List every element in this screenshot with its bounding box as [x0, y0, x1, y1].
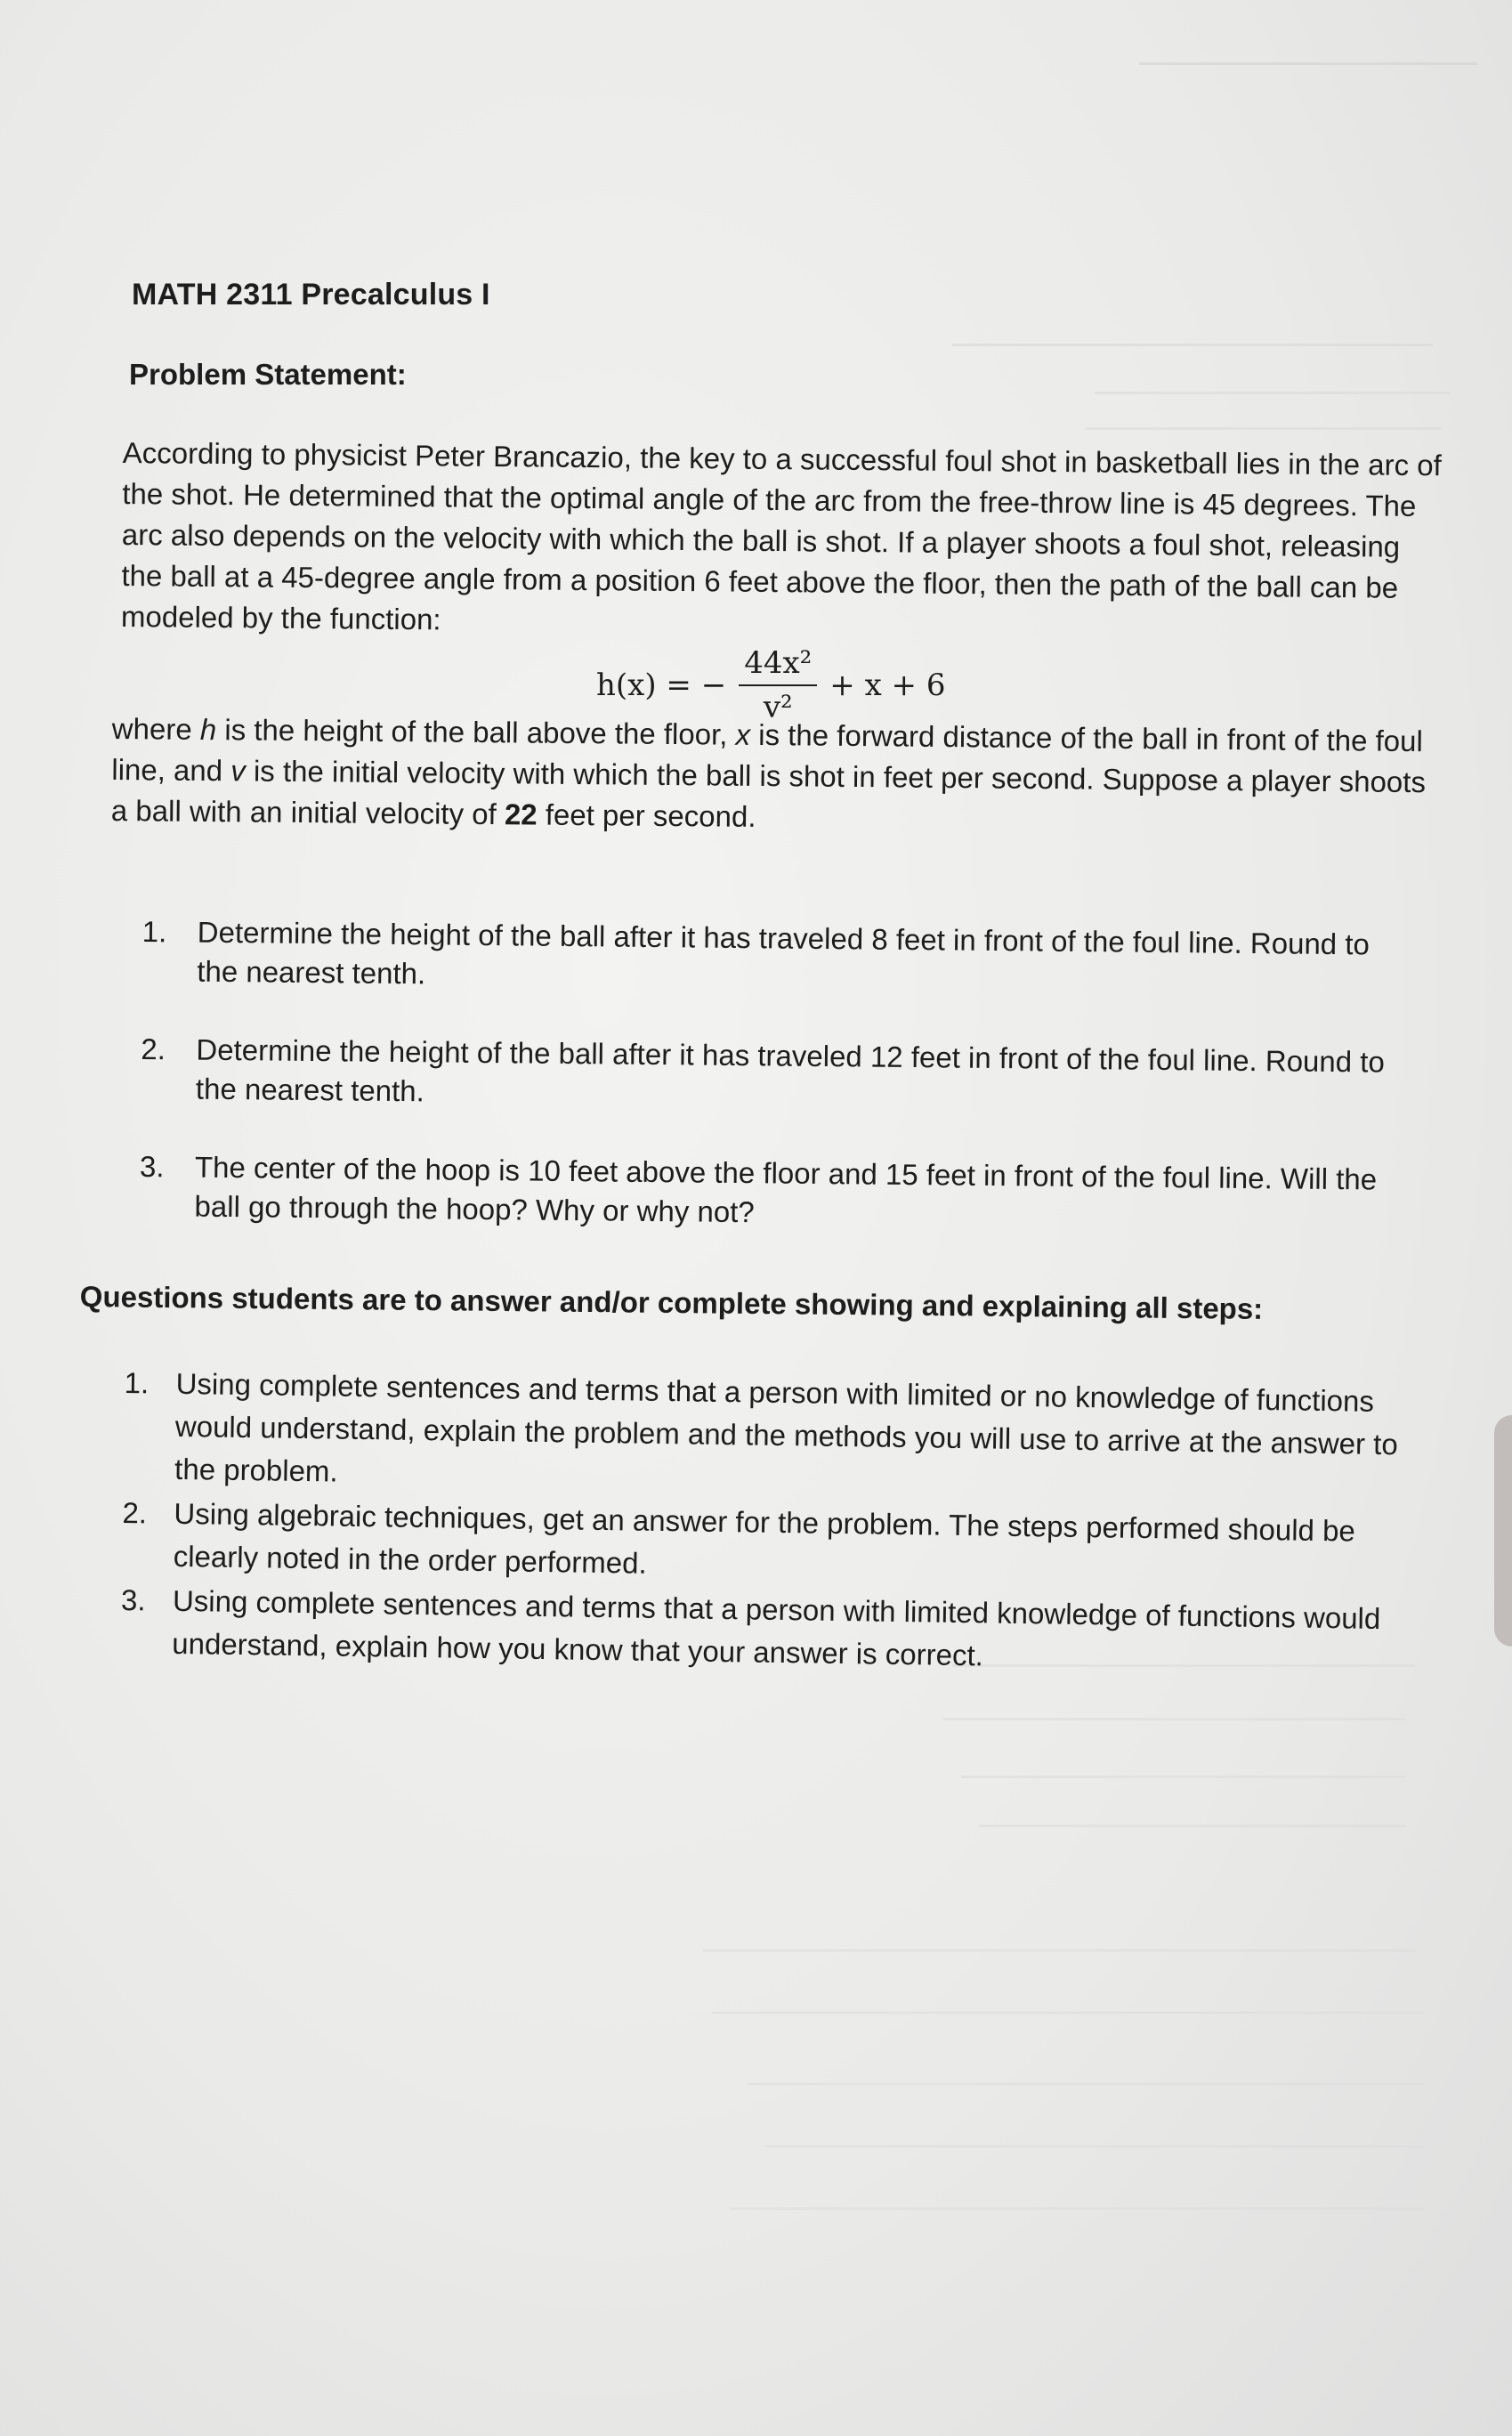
- formula-numerator: 44x²: [739, 645, 817, 686]
- formula-fraction: [739, 645, 817, 725]
- bleed-through-mark: [748, 2056, 1424, 2085]
- bleed-through-mark: [943, 1691, 1406, 1720]
- course-title: MATH 2311 Precalculus I: [132, 278, 490, 312]
- bleed-through-mark: [1086, 401, 1442, 430]
- definition-text-2: is the forward distance of the ball in front of the foul line, and: [111, 717, 1423, 788]
- initial-velocity-value: 22: [504, 797, 538, 831]
- bleed-through-mark: [979, 1798, 1406, 1827]
- variable-v: v: [230, 754, 246, 788]
- definition-text-3: is the initial velocity with which the ball is shot in feet per second. Suppose a player shoots a ball with an initial velocity of: [110, 754, 1427, 831]
- problem-number: 1.: [141, 914, 167, 949]
- formula-denominator: v²: [763, 690, 793, 725]
- bleed-through-mark: [952, 312, 1433, 346]
- problem-number: 2.: [141, 1032, 166, 1066]
- bleed-through-mark: [1139, 27, 1477, 65]
- formula-rhs: + x + 6: [829, 668, 946, 703]
- variable-x: x: [735, 717, 751, 751]
- bleed-through-mark: [961, 1749, 1406, 1778]
- intro-paragraph: According to physicist Peter Brancazio, the key to a successful foul shot in basketball lies in the arc of the shot. He determined that the optimal angle of the arc from the free-throw line is 45 degrees. The arc also depends on the velocity with which the ball is shot. If a player shoots a foul shot, releasing the ball at a 45-degree angle from a position 6 feet above the floor, then the path of the ball can be modeled by the function:: [120, 435, 1442, 636]
- bleed-through-mark: [703, 1922, 1415, 1952]
- variable-h: h: [199, 712, 217, 747]
- problem-number: 3.: [139, 1149, 165, 1184]
- definition-paragraph: [111, 708, 1447, 844]
- problem-item: [141, 912, 1406, 1004]
- problem-list: [139, 912, 1406, 1278]
- question-item: [123, 1362, 1406, 1509]
- bleed-through-mark: [1095, 365, 1451, 394]
- bleed-through-mark: [765, 2118, 1424, 2148]
- definition-where: where: [111, 711, 192, 746]
- problem-item: [141, 1030, 1405, 1121]
- problem-text: Determine the height of the ball after it has traveled 12 feet in front of the foul line. Round to the nearest tenth.: [195, 1032, 1386, 1108]
- problem-item: [139, 1147, 1403, 1239]
- problem-text: Determine the height of the ball after it has traveled 8 feet in front of the foul line. Round to the nearest tenth.: [197, 915, 1371, 991]
- question-item: [120, 1579, 1403, 1683]
- question-text: Using complete sentences and terms that a person with limited or no knowledge of functions would understand, explain the problem and the methods you will use to arrive at the answer to the problem.: [174, 1366, 1399, 1488]
- questions-heading: Questions students are to answer and/or complete showing and explaining all steps:: [79, 1280, 1264, 1325]
- question-text: Using algebraic techniques, get an answer for the problem. The steps performed should be clearly noted in the order performed.: [173, 1496, 1356, 1580]
- question-number: 2.: [122, 1495, 148, 1530]
- question-item: [121, 1492, 1403, 1596]
- bleed-through-mark: [730, 2181, 1424, 2210]
- formula-lhs: h(x) = −: [596, 668, 727, 703]
- definition-text-4: feet per second.: [545, 797, 756, 833]
- question-text: Using complete sentences and terms that a person with limited knowledge of functions would understand, explain how you know that your answer is correct.: [172, 1583, 1381, 1672]
- bleed-through-mark: [712, 1985, 1424, 2014]
- question-list: [120, 1362, 1406, 1685]
- page-edge-shadow: [1494, 1415, 1512, 1647]
- question-number: 3.: [120, 1582, 146, 1617]
- definition-text-1: is the height of the ball above the floor,: [224, 713, 728, 751]
- problem-text: The center of the hoop is 10 feet above the floor and 15 feet in front of the foul line. Will the ball go through the hoop? Why or why not?: [194, 1150, 1378, 1229]
- question-number: 1.: [124, 1365, 150, 1400]
- problem-statement-heading: Problem Statement:: [129, 358, 407, 391]
